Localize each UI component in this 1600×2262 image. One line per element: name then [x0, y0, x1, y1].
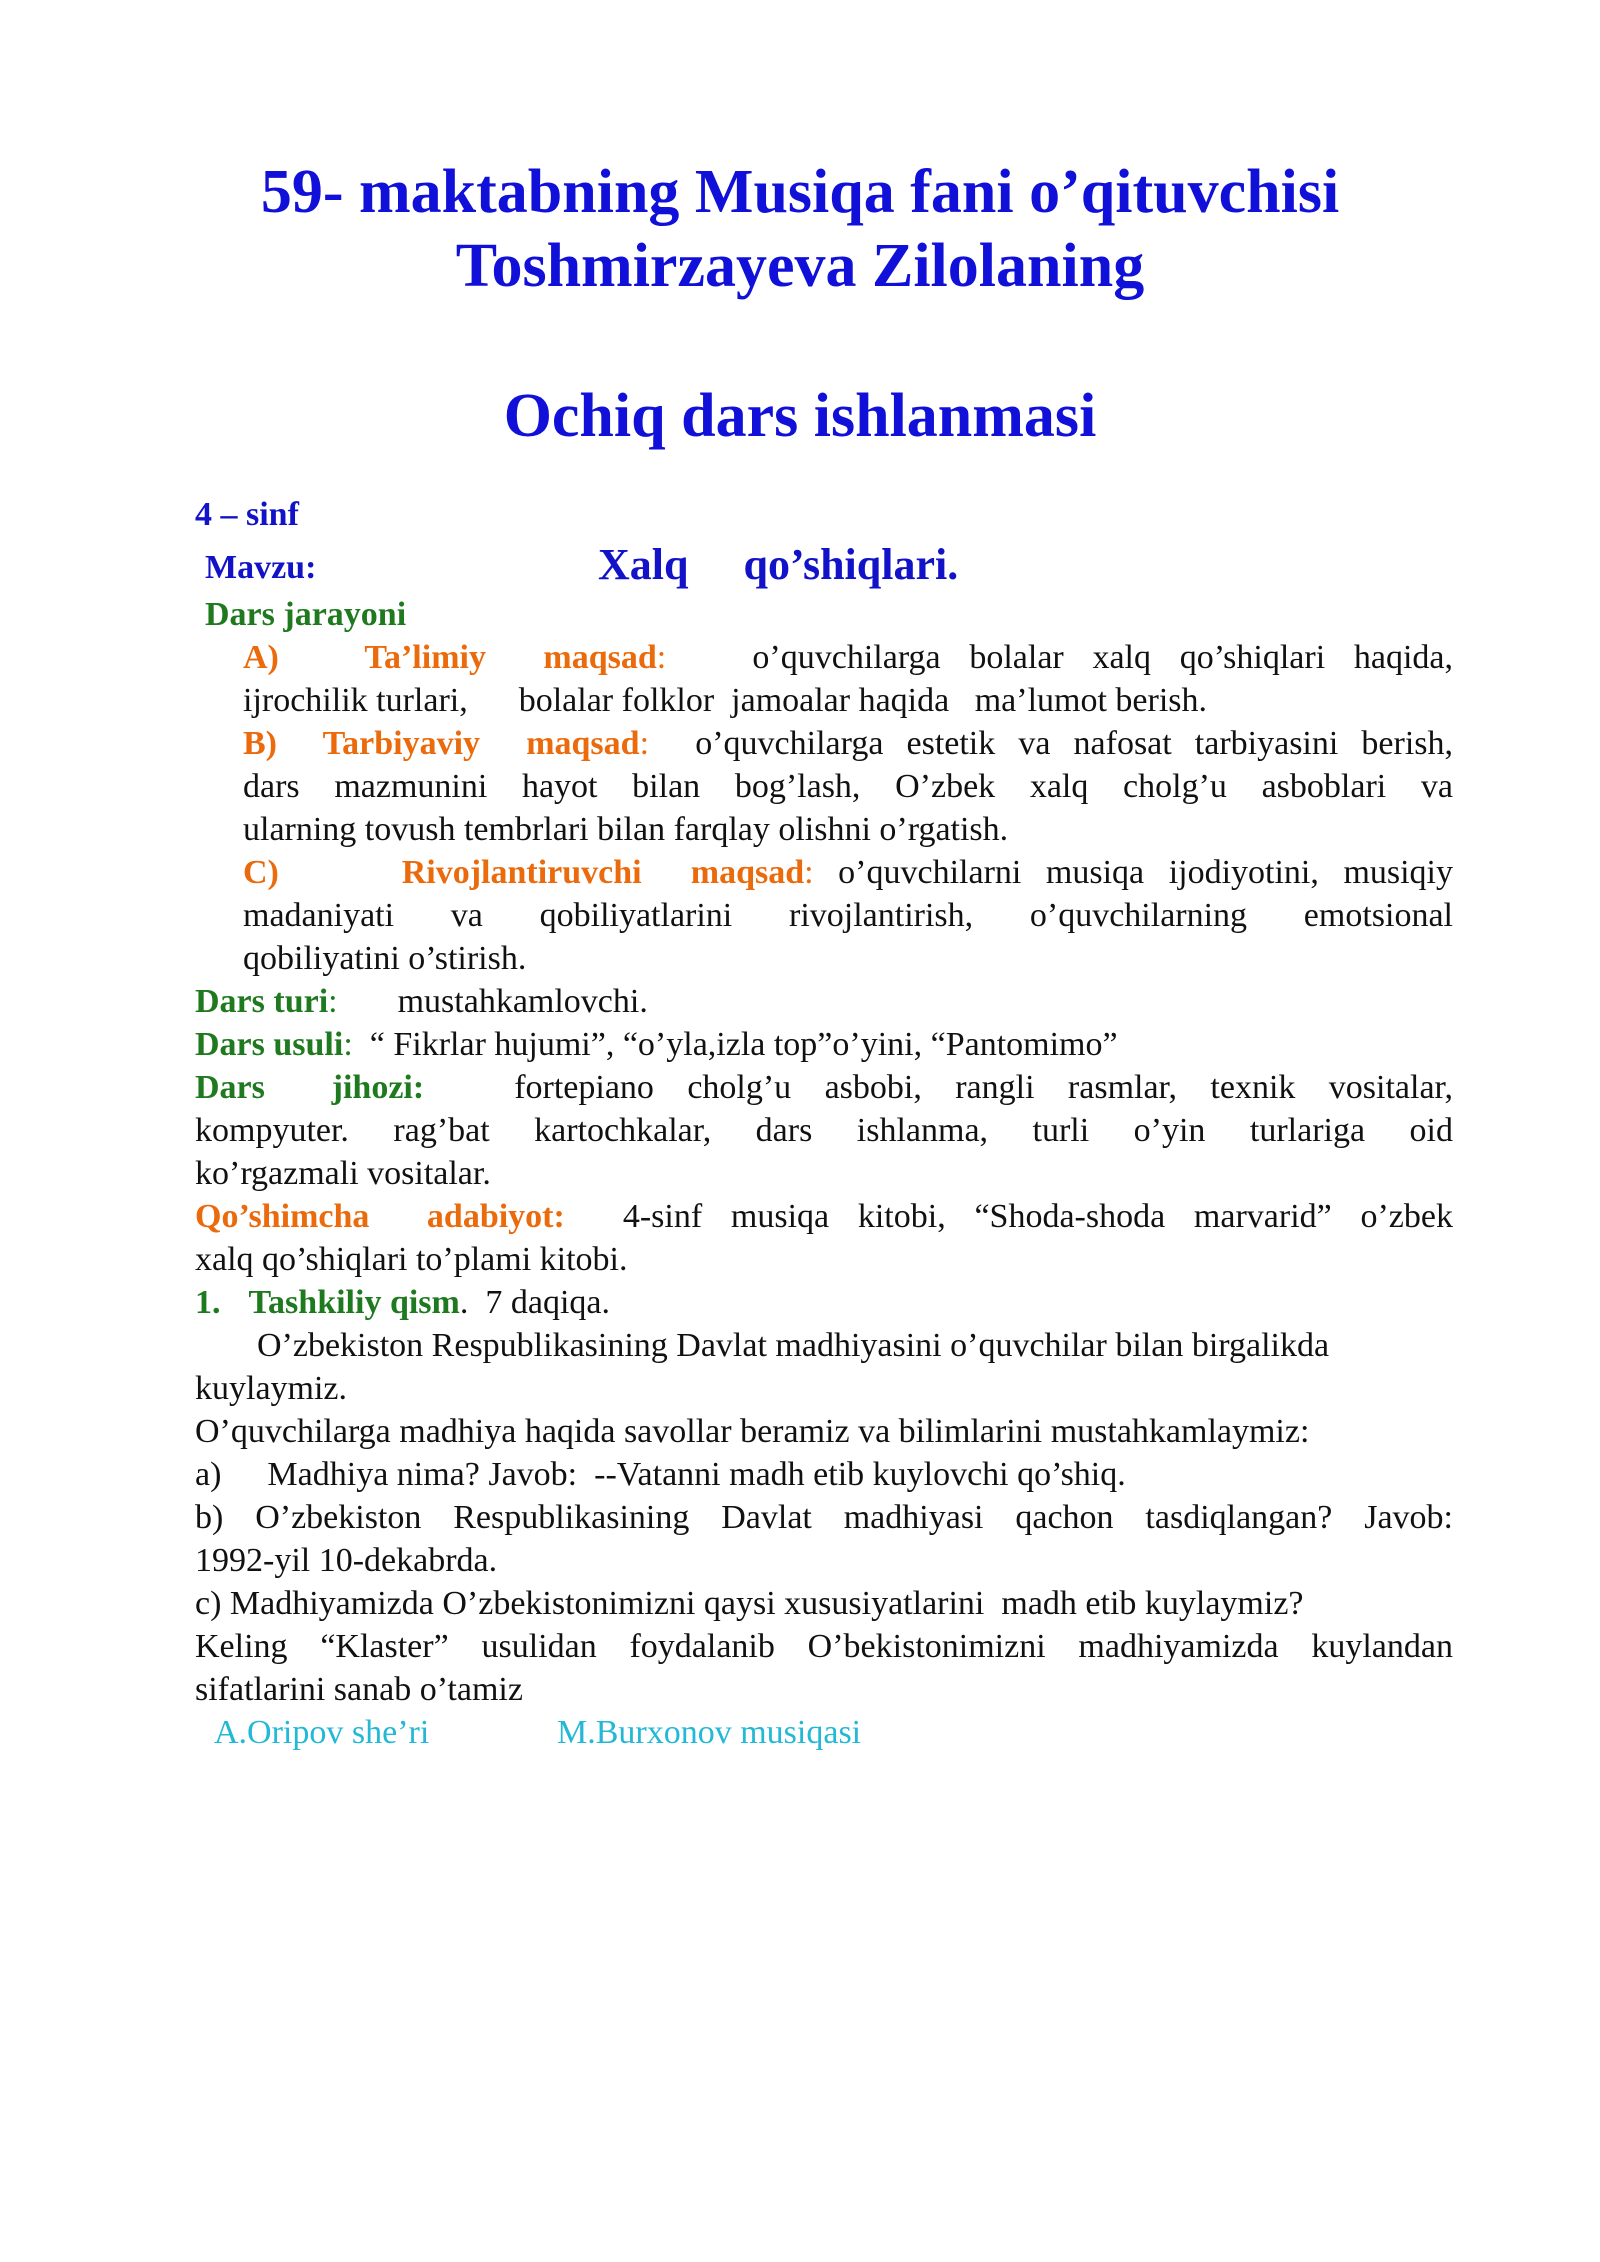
goal-c-text-2: madaniyati va qobiliyatlarini rivojlantirish, o’quvchilarning emotsional [243, 897, 1453, 934]
anthem-paragraph-line-1: O’zbekiston Respublikasining Davlat madhiyasini o’quvchilar bilan birgalikda [257, 1327, 1330, 1364]
equipment-text-1: fortepiano cholg’u asbobi, rangli rasmlar, texnik vositalar, [514, 1069, 1453, 1106]
goal-c-line-1 [243, 851, 1453, 894]
literature-line-1 [195, 1195, 1453, 1238]
goal-a-colon: : [656, 639, 667, 676]
section-1-number: 1. [195, 1284, 221, 1321]
questions-intro: O’quvchilarga madhiya haqida savollar beramiz va bilimlarini mustahkamlaymiz: [195, 1413, 1310, 1450]
literature-label: Qo’shimcha adabiyot: [195, 1198, 565, 1235]
goal-a-text-2: ijrochilik turlari, bolalar folklor jamoalar haqida ma’lumot berish. [243, 682, 1208, 719]
cluster-line-1: Keling “Klaster” usulidan foydalanib O’bekistonimizni madhiyamizda kuylandan [195, 1628, 1453, 1665]
equipment-line-1 [195, 1066, 1453, 1109]
question-c: c) Madhiyamizda O’zbekistonimizni qaysi xususiyatlarini madh etib kuylaymiz? [195, 1585, 1304, 1622]
goal-c-text-1: o’quvchilarni musiqa ijodiyotini, musiqiy [838, 854, 1454, 891]
section-1-title: Tashkiliy qism [248, 1284, 460, 1321]
question-a-marker: a) [195, 1456, 222, 1493]
question-a [195, 1453, 1126, 1496]
literature-text-1: 4-sinf musiqa kitobi, “Shoda-shoda marvarid” o’zbek [622, 1198, 1453, 1235]
lesson-method-colon: : [343, 1026, 353, 1063]
goal-b-text-3: ularning tovush tembrlari bilan farqlay olishni o’rgatish. [243, 811, 1009, 848]
equipment-text-2: kompyuter. rag’bat kartochkalar, dars ishlanma, turli o’yin turlariga oid [195, 1112, 1453, 1149]
goal-c-label: C) Rivojlantiruvchi maqsad [243, 854, 805, 891]
topic-label: Mavzu: [205, 549, 317, 586]
topic-value: Xalq qo’shiqlari. [598, 540, 959, 589]
question-a-text: Madhiya nima? Javob: --Vatanni madh etib kuylovchi qo’shiq. [267, 1456, 1126, 1493]
grade-label: 4 – sinf [195, 496, 299, 533]
section-1-heading [195, 1281, 610, 1324]
lesson-type-row [195, 980, 648, 1023]
cluster-line-2: sifatlarini sanab o’tamiz [195, 1671, 523, 1708]
goal-c-text-3: qobiliyatini o’stirish. [243, 940, 527, 977]
equipment-label: Dars jihozi: [195, 1069, 425, 1106]
equipment-text-3: ko’rgazmali vositalar. [195, 1155, 491, 1192]
goal-b-label: B) Tarbiyaviy maqsad [243, 725, 640, 762]
goal-b-text-2: dars mazmunini hayot bilan bog’lash, O’zbek xalq cholg’u asboblari va [243, 768, 1453, 805]
lesson-method-value: “ Fikrlar hujumi”, “o’yla,izla top”o’yini, “Pantomimo” [369, 1026, 1118, 1063]
lesson-type-colon: : [328, 983, 338, 1020]
anthem-lyrics-credit: A.Oripov she’ri [214, 1714, 430, 1751]
document-title-line-2: Toshmirzayeva Zilolaning [455, 232, 1145, 300]
goal-c-colon: : [804, 854, 814, 891]
document-title-line-1: 59- maktabning Musiqa fani o’qituvchisi [260, 158, 1340, 226]
goal-a-label: A) Ta’limiy maqsad [243, 639, 657, 676]
goal-b-line-1 [243, 722, 1453, 765]
literature-text-2: xalq qo’shiqlari to’plami kitobi. [195, 1241, 628, 1278]
question-b-line-2: 1992-yil 10-dekabrda. [195, 1542, 498, 1579]
lesson-type-label: Dars turi [195, 983, 329, 1020]
goal-a-line-1 [243, 636, 1453, 679]
question-b-line-1: b) O’zbekiston Respublikasining Davlat madhiyasi qachon tasdiqlangan? Javob: [195, 1499, 1453, 1536]
lesson-process-heading: Dars jarayoni [205, 596, 407, 633]
section-1-duration: . 7 daqiqa. [459, 1284, 610, 1321]
anthem-music-credit: M.Burxonov musiqasi [557, 1714, 862, 1751]
goal-a-text-1: o’quvchilarga bolalar xalq qo’shiqlari haqida, [752, 639, 1453, 676]
lesson-method-row [195, 1023, 1118, 1066]
document-subtitle: Ochiq dars ishlanmasi [503, 382, 1097, 450]
lesson-method-label: Dars usuli [195, 1026, 344, 1063]
goal-b-text-1: o’quvchilarga estetik va nafosat tarbiyasini berish, [695, 725, 1453, 762]
anthem-paragraph-line-2: kuylaymiz. [195, 1370, 348, 1407]
goal-b-colon: : [639, 725, 650, 762]
lesson-type-value: mustahkamlovchi. [397, 983, 648, 1020]
